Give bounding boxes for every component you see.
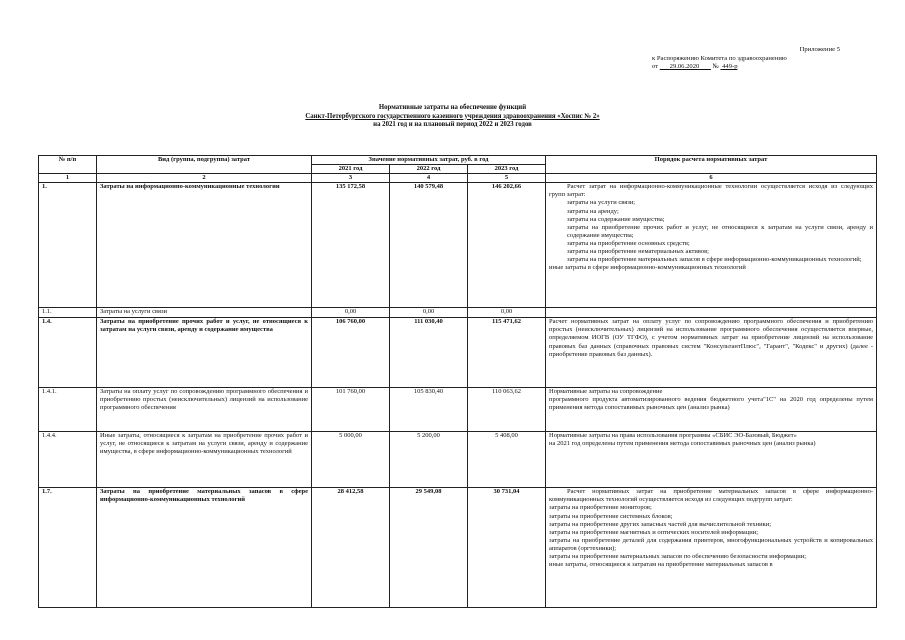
- calc-order-line: Нормативные затраты на сопровождение: [549, 388, 663, 396]
- header-year-2021: 2021 год: [312, 165, 390, 174]
- value-2022: 111 030,40: [390, 318, 468, 388]
- document-title-block: [0, 104, 905, 130]
- value-2022: 105 830,40: [390, 388, 468, 432]
- header-calc-order: Порядок расчета нормативных затрат: [546, 156, 877, 174]
- calc-order-line: затраты на приобретение материальных запасов по обеспечению безопасности информации;: [549, 553, 807, 561]
- cost-type-name: Затраты на приобретение материальных запасов в сфере информационно-коммуникационных технологий: [97, 488, 312, 608]
- colnum: 4: [390, 174, 468, 183]
- value-2022: 140 579,48: [390, 183, 468, 308]
- row-number: 1.4.: [39, 318, 97, 388]
- appendix-number: 449-р: [722, 63, 738, 71]
- value-2023: 0,00: [468, 308, 546, 318]
- calc-order-cell: [546, 183, 877, 308]
- cost-type-name: Затраты на информационно-коммуникационные технологии: [97, 183, 312, 308]
- calc-order-line: затраты на приобретение материальных запасов в сфере информационно-коммуникационных технологий;: [567, 256, 862, 264]
- value-2021: 5 000,00: [312, 432, 390, 488]
- value-2021: 28 412,58: [312, 488, 390, 608]
- calc-order-line: иные затраты, относящиеся к затратам на приобретение материальных запасов в: [549, 561, 773, 569]
- appendix-reference: к Распоряжению Комитета по здравоохранению: [652, 54, 787, 62]
- cost-type-name: Затраты на оплату услуг по сопровождению программного обеспечения и приобретению простых (неисключительных) лицензий на использование программного обеспечения: [97, 388, 312, 432]
- calc-order-line: затраты на аренду;: [567, 207, 619, 215]
- calc-order-line: на 2021 год определены путем применения метода сопоставимых рыночных цен (анализ рынка): [549, 440, 816, 448]
- row-number: 1.1.: [39, 308, 97, 318]
- institution-name: Санкт-Петербургского государственного казенного учреждения здравоохранения «Хоспис № 2»: [305, 112, 600, 120]
- header-values: Значение нормативных затрат, руб. в год: [312, 156, 546, 165]
- colnum: 5: [468, 174, 546, 183]
- calc-order-line: затраты на приобретение основных средств;: [567, 239, 690, 247]
- table-row: [39, 432, 877, 488]
- calc-order-line: затраты на услуги связи;: [567, 199, 636, 207]
- appendix-date-line: [652, 63, 892, 72]
- calc-order-line: Расчет нормативных затрат на оплату услуг по сопровождению программного обеспечения и приобретению простых (неисключительных) лицензий на использование программного обеспечения осуществляется впервые, определяемом ИОГВ (ОУ ТГФО), с учетом нормативных затрат на приобретение лицензий на использование правовых баз данных (справочных правовых систем "КонсультантПлюс", "Гарант", "Кодекс" и других) (далее - приобретение правовых баз данных).: [549, 318, 873, 358]
- table-row: [39, 318, 877, 388]
- calc-order-line: программного продукта автоматизированного ведения бюджетного учета"1С" на 2020 год определены путем применения метода сопоставимых рыночных цен (анализ рынка): [549, 396, 873, 412]
- table-row: [39, 183, 877, 308]
- calc-order-line: затраты на приобретение магнитных и оптических носителей информации;: [549, 528, 759, 536]
- appendix-block: [652, 46, 892, 72]
- header-cost-type: Вид (группа, подгруппа) затрат: [97, 156, 312, 174]
- value-2021: 135 172,58: [312, 183, 390, 308]
- cost-type-name: Затраты на услуги связи: [97, 308, 312, 318]
- header-row: [39, 156, 877, 165]
- calc-order-line: затраты на приобретение других запасных частей для вычислительной техники;: [549, 520, 772, 528]
- value-2021: 0,00: [312, 308, 390, 318]
- appendix-title: Приложение 5: [799, 46, 840, 53]
- calc-order-cell: [546, 432, 877, 488]
- calc-order-cell: [546, 388, 877, 432]
- value-2021: 101 760,00: [312, 388, 390, 432]
- calc-order-line: иные затраты в сфере информационно-коммуникационных технологий: [549, 264, 746, 272]
- table-body: [39, 183, 877, 608]
- row-number: 1.4.1.: [39, 388, 97, 432]
- value-2022: 5 200,00: [390, 432, 468, 488]
- table-row: [39, 308, 877, 318]
- colnum: 2: [97, 174, 312, 183]
- colnum: 1: [39, 174, 97, 183]
- value-2023: 110 063,62: [468, 388, 546, 432]
- cost-type-name: Иные затраты, относящиеся к затратам на приобретение прочих работ и услуг, не относящиеся к затратам на услуги связи, аренду и содержание имущества, в сфере информационно-коммуникационных технологий: [97, 432, 312, 488]
- calc-order-line: затраты на приобретение системных блоков;: [549, 512, 673, 520]
- appendix-date: 29.06.2020: [669, 63, 700, 71]
- value-2021: 106 760,00: [312, 318, 390, 388]
- row-number: 1.: [39, 183, 97, 308]
- header-num: № п/п: [39, 156, 97, 174]
- colnum: 6: [546, 174, 877, 183]
- value-2023: 115 471,62: [468, 318, 546, 388]
- calc-order-cell: [546, 318, 877, 388]
- calc-order-line: затраты на приобретение нематериальных активов;: [567, 248, 709, 256]
- calc-order-line: затраты на содержание имущества;: [567, 215, 665, 223]
- row-number: 1.7.: [39, 488, 97, 608]
- date-prefix: от: [652, 63, 659, 71]
- colnum: 3: [312, 174, 390, 183]
- value-2023: 146 202,66: [468, 183, 546, 308]
- calc-order-line: затраты на приобретение деталей для содержания принтеров, многофункциональных устройств и копировальных аппаратов (оргтехники);: [549, 536, 873, 552]
- value-2023: 30 731,04: [468, 488, 546, 608]
- document-title: Нормативные затраты на обеспечение функций: [378, 104, 527, 111]
- calc-order-cell: [546, 308, 877, 318]
- calc-order-line: Расчет затрат на информационно-коммуникационные технологии осуществляется исходя из следующих групп затрат:: [549, 183, 873, 199]
- value-2023: 5 408,00: [468, 432, 546, 488]
- calc-order-line: затраты на приобретение мониторов;: [549, 504, 652, 512]
- row-number: 1.4.4.: [39, 432, 97, 488]
- costs-table: [38, 155, 877, 608]
- value-2022: 0,00: [390, 308, 468, 318]
- header-year-2023: 2023 год: [468, 165, 546, 174]
- period-subtitle: на 2021 год и на плановый период 2022 и 2023 годов: [373, 121, 532, 129]
- header-year-2022: 2022 год: [390, 165, 468, 174]
- number-label: №: [712, 63, 719, 71]
- calc-order-cell: [546, 488, 877, 608]
- value-2022: 29 549,08: [390, 488, 468, 608]
- table-row: [39, 488, 877, 608]
- calc-order-line: Нормативные затраты на права использования программы «СБИС ЭО-Базовый, Бюджет»: [549, 432, 797, 440]
- table-row: [39, 388, 877, 432]
- calc-order-line: затраты на приобретение прочих работ и услуг, не относящиеся к затратам на услуги связи, аренду и содержание имущества;: [567, 223, 873, 239]
- cost-type-name: Затраты на приобретение прочих работ и услуг, не относящиеся к затратам на услуги связи, аренду и содержание имущества: [97, 318, 312, 388]
- column-numbers-row: [39, 174, 877, 183]
- calc-order-line: Расчет нормативных затрат на приобретение материальных запасов в сфере информационно-коммуникационных технологий осуществляется исходя из следующих подгрупп затрат:: [549, 488, 873, 504]
